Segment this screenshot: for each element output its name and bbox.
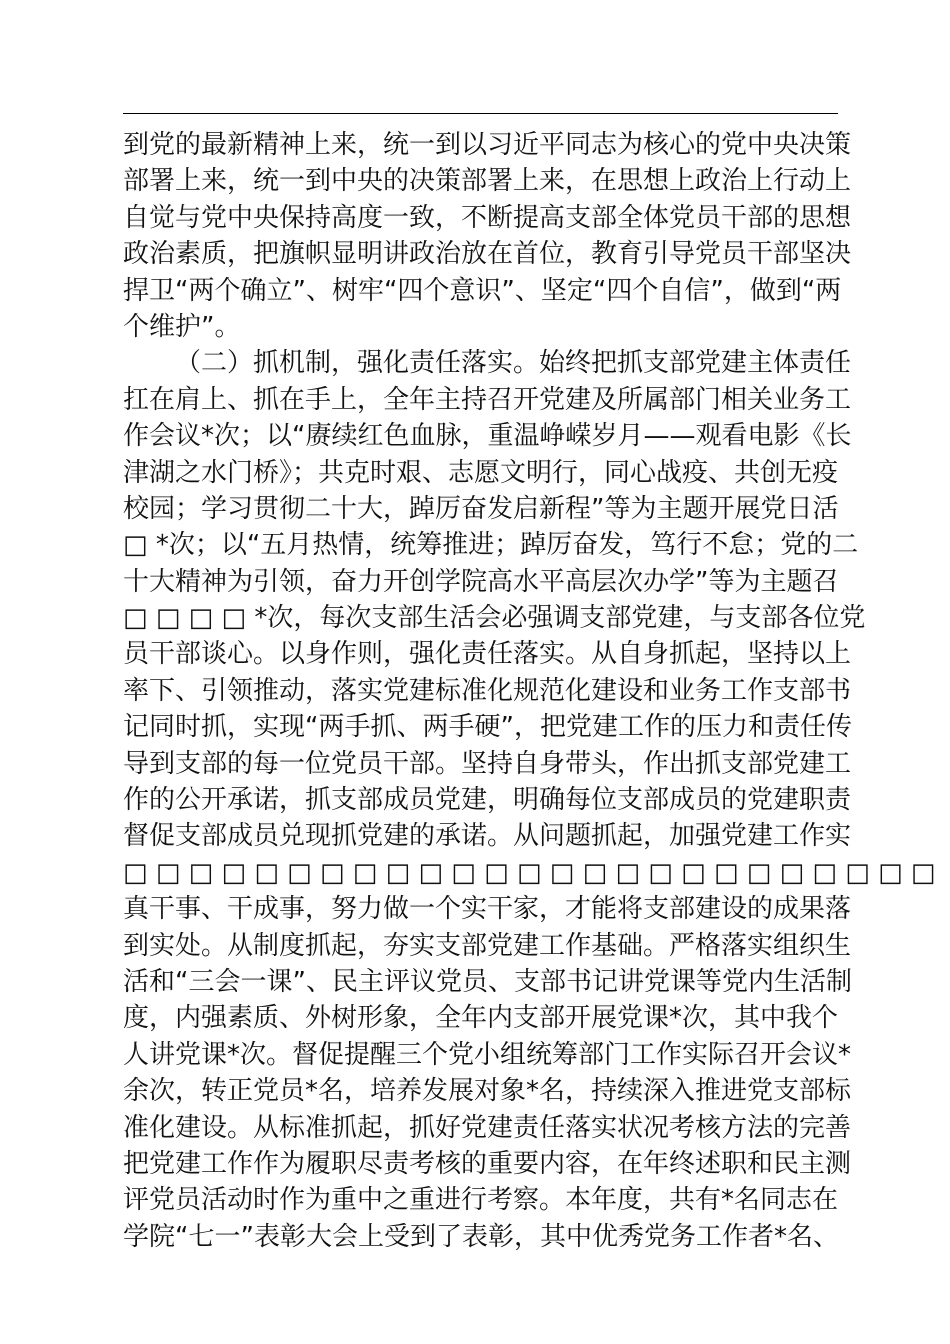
text-line: 导到支部的每一位党员干部。坚持自身带头，作出抓支部党建工: [123, 748, 852, 779]
text-line: 人讲党课*次。督促提醒三个党小组统筹部门工作实际召开会议*: [123, 1039, 852, 1070]
text-line: □ *次；以“五月热情，统筹推进；踔厉奋发，笃行不怠；党的二: [123, 530, 859, 561]
text-line: （二）抓机制，强化责任落实。始终把抓支部党建主体责任: [175, 348, 852, 379]
text-line: 自觉与党中央保持高度一致，不断提高支部全体党员干部的思想: [123, 202, 852, 233]
text-line: 学院“七一”表彰大会上受到了表彰，其中优秀党务工作者*名、: [123, 1221, 839, 1252]
header-rule: [123, 113, 838, 114]
text-line: 真干事、干成事，努力做一个实干家，才能将支部建设的成果落: [123, 894, 852, 925]
text-line: 率下、引领推动，落实党建标准化规范化建设和业务工作支部书: [123, 675, 852, 706]
text-line: 政治素质，把旗帜显明讲政治放在首位，教育引导党员干部坚决: [123, 239, 852, 270]
text-line: 捍卫“两个确立”、树牢“四个意识”、坚定“四个自信”，做到“两: [123, 275, 842, 306]
text-line: 校园；学习贯彻二十大，踔厉奋发启新程”等为主题开展党日活: [123, 493, 839, 524]
text-line: 活和“三会一课”、民主评议党员、支部书记讲党课等党内生活制: [123, 966, 852, 997]
text-line: 到党的最新精神上来，统一到以习近平同志为核心的党中央决策: [123, 130, 852, 160]
text-line: 到实处。从制度抓起，夯实支部党建工作基础。严格落实组织生: [123, 930, 852, 961]
text-line: 部署上来，统一到中央的决策部署上来，在思想上政治上行动上: [123, 166, 852, 197]
text-line: 扛在肩上、抓在手上，全年主持召开党建及所属部门相关业务工: [123, 384, 852, 415]
text-line: 余次，转正党员*名，培养发展对象*名，持续深入推进党支部标: [123, 1076, 852, 1107]
text-line: 作会议*次；以“赓续红色血脉，重温峥嵘岁月——观看电影《长: [123, 421, 852, 452]
text-line: 津湖之水门桥》；共克时艰、志愿文明行，同心战疫、共创无疫: [123, 457, 839, 488]
text-line: 评党员活动时作为重中之重进行考察。本年度，共有*名同志在: [123, 1185, 839, 1216]
text-line: 度，内强素质、外树形象，全年内支部开展党课*次，其中我个: [123, 1003, 839, 1034]
text-line: 作的公开承诺，抓支部成员党建，明确每位支部成员的党建职责: [123, 785, 852, 816]
text-line: □ □ □ □ □ □ □ □ □ □ □ □ □ □ □ □ □ □ □ □ □ □ □ □ □: [123, 857, 936, 888]
text-line: 个维护”。: [123, 311, 241, 342]
text-line: □ □ □ □ *次，每次支部生活会必强调支部党建，与支部各位党: [123, 603, 866, 634]
text-line: 员干部谈心。以身作则，强化责任落实。从自身抓起，坚持以上: [123, 639, 852, 670]
text-line: 记同时抓，实现“两手抓、两手硬”，把党建工作的压力和责任传: [123, 712, 852, 743]
text-line: 督促支部成员兑现抓党建的承诺。从问题抓起，加强党建工作实: [123, 821, 852, 852]
text-line: 十大精神为引领，奋力开创学院高水平高层次办学”等为主题召: [123, 566, 839, 597]
text-line: 把党建工作作为履职尽责考核的重要内容，在年终述职和民主测: [123, 1148, 852, 1179]
document-body: [123, 127, 936, 1255]
text-line: 准化建设。从标准抓起，抓好党建责任落实状况考核方法的完善: [123, 1112, 852, 1143]
